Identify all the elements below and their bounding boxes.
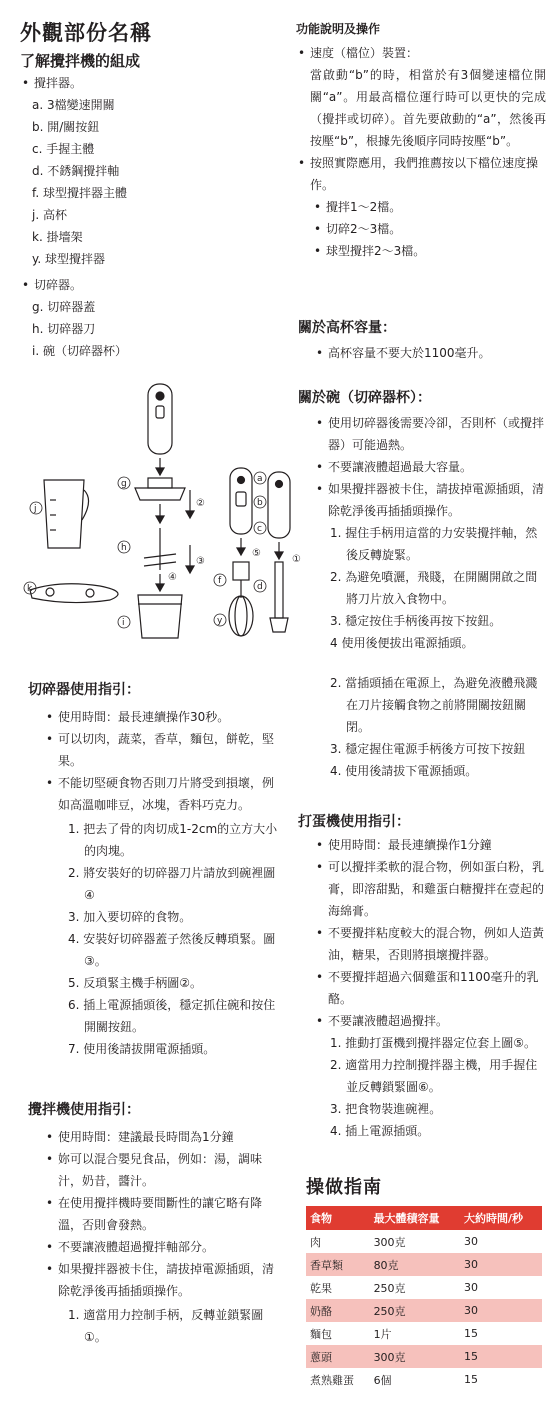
chopper-blade-illustration <box>144 528 176 570</box>
whisk-blender-illustration <box>229 468 253 636</box>
list-item: • 不能切堅硬食物否則刀片將受到損壞，例如高溫咖啡豆，冰塊，香料巧克力。 <box>44 772 278 816</box>
diagram-label-c: c <box>257 524 262 534</box>
operation-section <box>306 1176 546 1391</box>
diagram-label-b: b <box>257 498 263 508</box>
diagram-label-g: g <box>121 479 127 489</box>
recommend-text: • 按照實際應用，我們推薦按以下檔位速度操作。 <box>296 152 546 196</box>
list-item: 2. 適當用力控制攪拌器主機，用手握住並反轉鎖緊圖⑥。 <box>330 1058 538 1094</box>
list-item: 4 使用後便拔出電源插頭。 <box>330 636 474 650</box>
bowl-bullets <box>298 412 546 522</box>
parts-list <box>20 72 282 94</box>
diagram-label-d: d <box>257 582 263 592</box>
list-item: i. 碗（切碎器杯） <box>32 344 127 358</box>
list-item: • 如果攪拌器被卡住，請拔掉電源插頭，清除乾淨後再插插頭操作。 <box>314 478 546 522</box>
table-row <box>306 1299 542 1322</box>
hand-blender-illustration <box>148 384 172 454</box>
table-cell: 30 <box>464 1281 479 1294</box>
list-item: y. 球型攪拌器 <box>32 252 106 266</box>
speed-list <box>296 196 546 262</box>
operation-title: 操做指南 <box>306 1177 382 1198</box>
speed-description: 當啟動“b”的時，相當於有3個變速檔位開關“a”。用最高檔位運行時可以更快的完成（攪拌或切碎）。首先要啟動的“a”，然後再按壓“b”，根據先後順序同時按壓“b”。 <box>310 68 546 148</box>
list-item: • 不要讓液體超過攪拌軸部分。 <box>44 1236 278 1258</box>
table-cell: 奶酪 <box>306 1299 370 1322</box>
list-item: 4. 安裝好切碎器蓋子然後反轉瑣緊。圖③。 <box>68 932 276 968</box>
functions-section <box>296 20 546 262</box>
chopper-lid-illustration <box>135 478 185 500</box>
blender-guide-bullets <box>28 1126 278 1302</box>
list-item: 7. 使用後請拔開電源插頭。 <box>68 1042 216 1056</box>
table-cell: 30 <box>464 1235 479 1248</box>
blender-guide-section <box>28 1100 278 1348</box>
tall-cup-section <box>298 318 546 364</box>
list-item: k. 掛墻架 <box>32 230 83 244</box>
whisk-guide-title: 打蛋機使用指引： <box>298 814 410 830</box>
list-item: • 高杯容量不要大於1100毫升。 <box>314 342 546 364</box>
table-cell: 30 <box>460 1253 542 1276</box>
diagram-step-3: ③ <box>196 556 205 567</box>
table-cell: 蔥頭 <box>306 1345 370 1368</box>
list-item: a. 3檔變速開關 <box>32 98 115 112</box>
list-item: 3. 穩定握住電源手柄後方可按下按鈕 <box>330 742 526 756</box>
speed-label: • 速度（檔位）裝置： <box>296 42 546 64</box>
list-item: • 切碎2～3檔。 <box>312 218 546 240</box>
list-item: c. 手握主體 <box>32 142 95 156</box>
chopper-guide-bullets <box>28 706 278 816</box>
table-row <box>306 1322 542 1345</box>
list-item: g. 切碎器蓋 <box>32 300 96 314</box>
list-item: f. 球型攪拌器主體 <box>32 186 127 200</box>
diagram-step-1: ① <box>292 554 301 565</box>
list-item: 3. 穩定按住手柄後再按下按鈕。 <box>330 614 502 628</box>
assembly-diagram <box>20 380 310 650</box>
diagram-label-f: f <box>218 576 222 586</box>
diagram-label-a: a <box>257 474 263 484</box>
functions-title: 功能說明及操作 <box>296 22 381 36</box>
column-header: 最大體積容量 <box>370 1206 460 1230</box>
table-row <box>306 1276 542 1299</box>
diagram-label-y: y <box>217 616 223 626</box>
table-row <box>306 1368 542 1391</box>
list-item: 3. 把食物裝進碗裡。 <box>330 1102 442 1116</box>
table-row <box>306 1230 542 1253</box>
bowl-steps-a <box>298 522 546 654</box>
functions-recommend <box>296 152 546 196</box>
table-cell: 6個 <box>373 1373 392 1387</box>
bowl-section <box>298 388 546 782</box>
parts-section <box>20 20 282 362</box>
table-cell: 300克 <box>373 1235 406 1249</box>
list-item: 1. 握住手柄用這當的力安裝攪拌軸，然後反轉旋緊。 <box>330 526 538 562</box>
functions-speed <box>296 42 546 64</box>
diagram-label-k: k <box>27 584 33 594</box>
tall-cup-list <box>298 342 546 364</box>
whisk-guide-section <box>298 812 546 1142</box>
list-item: 4. 使用後請拔下電源插頭。 <box>330 764 478 778</box>
table-cell: 30 <box>460 1299 542 1322</box>
list-item: 4. 插上電源插頭。 <box>330 1124 430 1138</box>
table-header-row <box>306 1206 542 1230</box>
list-item: d. 不銹鋼攪拌軸 <box>32 164 120 178</box>
list-item: • 使用切碎器後需要冷卻，否則杯（或攪拌器）可能過熱。 <box>314 412 546 456</box>
table-cell: 1片 <box>373 1327 392 1341</box>
table-cell: 15 <box>464 1327 479 1340</box>
list-item: • 不要攪拌粘度較大的混合物，例如人造黃油，糖果，否則將損壞攪拌器。 <box>314 922 546 966</box>
table-cell: 250克 <box>370 1299 460 1322</box>
list-item: • 如果攪拌器被卡住，請拔掉電源插頭，清除乾淨後再插插頭操作。 <box>44 1258 278 1302</box>
list-item: 6. 插上電源插頭後，穩定抓住碗和按住開關按鈕。 <box>68 998 276 1034</box>
table-cell: 香草類 <box>306 1253 370 1276</box>
table-row <box>306 1345 542 1368</box>
table-cell: 肉 <box>310 1235 321 1249</box>
whisk-guide-bullets <box>298 834 546 1032</box>
table-cell: 250克 <box>373 1281 406 1295</box>
list-item: • 使用時間：最長連續操作30秒。 <box>44 706 278 728</box>
operation-table <box>306 1206 542 1391</box>
list-item: 1. 推動打蛋機到攪拌器定位套上圖⑤。 <box>330 1036 537 1050</box>
column-header: 食物 <box>306 1206 370 1230</box>
list-item: j. 高杯 <box>32 208 67 222</box>
table-cell: 煮熟雞蛋 <box>310 1373 354 1387</box>
diagram-label-i: i <box>122 618 125 628</box>
parts-group-chopper: • 切碎器。 <box>20 274 282 296</box>
chopper-guide-steps <box>28 818 278 1060</box>
list-item: • 攪拌1～2檔。 <box>312 196 546 218</box>
blender-guide-title: 攪拌機使用指引： <box>28 1102 140 1118</box>
tall-cup-title: 關於高杯容量： <box>298 320 396 336</box>
list-item: • 在使用攪拌機時要間斷性的讓它略有降溫，否則會發熱。 <box>44 1192 278 1236</box>
parts-group-blender: • 攪拌器。 <box>20 72 282 94</box>
list-item: • 使用時間：最長連續操作1分鐘 <box>314 834 546 856</box>
list-item: • 妳可以混合嬰兒食品，例如：湯，調味汁，奶昔，醬汁。 <box>44 1148 278 1192</box>
parts-subtitle: 了解攪拌機的組成 <box>20 52 141 70</box>
list-item: • 不要讓液體超過攪拌。 <box>314 1010 546 1032</box>
diagram-label-j: j <box>34 504 37 514</box>
list-item: 2. 將安裝好的切碎器刀片請放到碗裡圖④ <box>68 866 276 902</box>
chopper-guide-section <box>28 680 278 1060</box>
blender-parts <box>20 94 282 270</box>
table-cell: 15 <box>464 1373 479 1386</box>
page-title: 外觀部份名稱 <box>20 21 152 45</box>
column-header: 大約時間/秒 <box>460 1206 542 1230</box>
table-cell: 麵包 <box>310 1327 332 1341</box>
list-item: 2. 當插頭插在電源上，為避免液體飛濺在刀片接觸食物之前將開關按鈕關閉。 <box>330 676 538 734</box>
chopper-parts <box>20 296 282 362</box>
list-item: 1. 把去了骨的肉切成1-2cm的立方大小的肉塊。 <box>68 822 278 858</box>
diagram-label-h: h <box>121 543 127 553</box>
chopper-bowl-illustration <box>138 595 182 638</box>
table-row <box>306 1253 542 1276</box>
list-item: • 使用時間：建議最長時間為1分鐘 <box>44 1126 278 1148</box>
diagram-step-2: ② <box>196 498 205 509</box>
bowl-steps-b <box>298 672 546 782</box>
table-cell: 乾果 <box>310 1281 332 1295</box>
parts-list-chopper <box>20 274 282 296</box>
list-item: • 不要攪拌超過六個雞蛋和1100毫升的乳酪。 <box>314 966 546 1010</box>
whisk-guide-steps <box>298 1032 546 1142</box>
chopper-guide-title: 切碎器使用指引： <box>28 682 140 698</box>
list-item: 2. 為避免噴灑，飛賤，在開關開啟之間將刀片放入食物中。 <box>330 570 538 606</box>
table-cell: 300克 <box>370 1345 460 1368</box>
list-item: • 可以切肉，蔬菜，香草，麵包，餅乾，堅果。 <box>44 728 278 772</box>
list-item: 1. 適當用力控制手柄，反轉並鎖緊圖①。 <box>68 1308 264 1344</box>
table-cell: 15 <box>460 1345 542 1368</box>
list-item: • 球型攪拌2～3檔。 <box>312 240 546 262</box>
list-item: h. 切碎器刀 <box>32 322 96 336</box>
bowl-title: 關於碗（切碎器杯）： <box>298 390 431 406</box>
list-item: • 可以攪拌柔軟的混合物，例如蛋白粉，乳膏，即溶甜點，和雞蛋白糖攪拌在壹起的海綿膏。 <box>314 856 546 922</box>
list-item: b. 開/關按鈕 <box>32 120 100 134</box>
list-item: • 不要讓液體超過最大容量。 <box>314 456 546 478</box>
blender-guide-steps <box>28 1304 278 1348</box>
list-item: 5. 反瑣緊主機手柄圖②。 <box>68 976 203 990</box>
diagram-step-4: ④ <box>168 572 177 583</box>
list-item: 3. 加入要切碎的食物。 <box>68 910 192 924</box>
tall-cup-illustration <box>44 480 89 548</box>
wall-rack-illustration <box>30 584 118 603</box>
table-cell: 80克 <box>370 1253 460 1276</box>
stick-blender-illustration <box>268 472 290 632</box>
diagram-step-5: ⑤ <box>252 548 261 559</box>
